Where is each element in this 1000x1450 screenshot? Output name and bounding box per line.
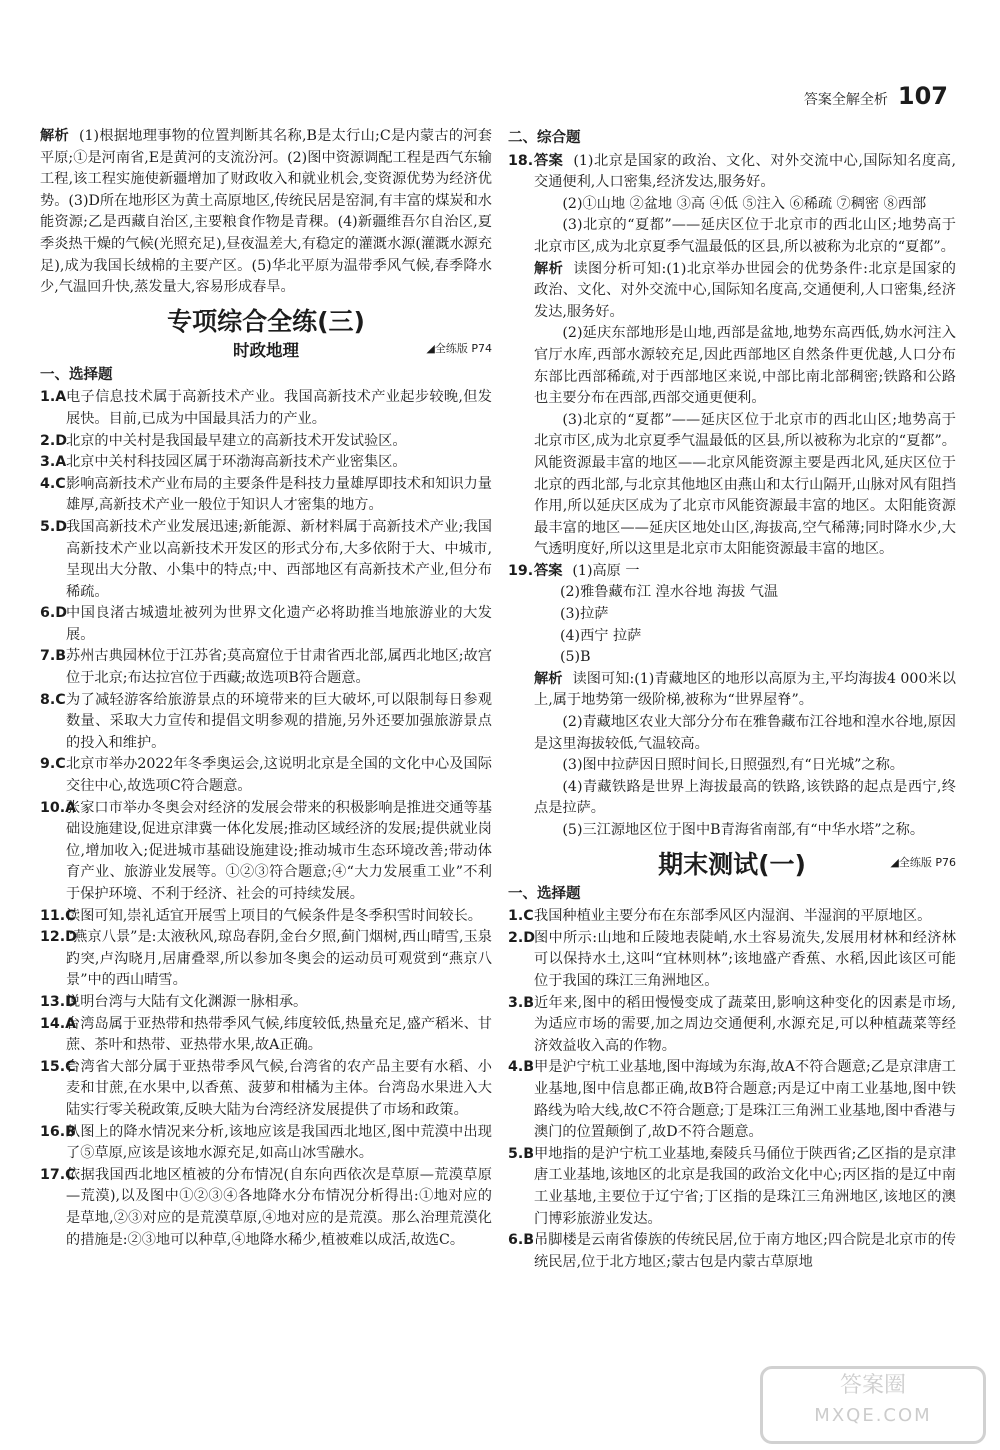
answer-line: (4)西宁 拉萨 — [560, 627, 642, 644]
answer-item — [40, 387, 492, 430]
item-text: 北京市举办2022年冬季奥运会,这说明北京是全国的文化中心及国际交往中心,故选项C符合题意。 — [66, 756, 492, 795]
item-number: 15.C — [40, 1058, 76, 1075]
answer-line: (3)拉萨 — [560, 606, 609, 623]
answer-item — [508, 1230, 956, 1273]
answer-label: 答案 — [534, 562, 563, 579]
item-text: 电子信息技术属于高新技术产业。我国高新技术产业起步较晚,但发展快。目前,已成为中国最具活力的产业。 — [66, 389, 492, 427]
exam-title-row — [508, 848, 956, 882]
item-number: 3.B — [508, 994, 535, 1011]
item-text: 依据我国西北地区植被的分布情况(自东向西依次是草原—荒漠草原—荒漠),以及图中①②③④各地降水分布情况分析得出:①地对应的是草地,②③对应的是荒漠草原,④地对应的是荒漠。那么治理荒漠化的措施是:②③地可以种草,④地降水稀少,植被难以成活,故选C。 — [66, 1166, 492, 1248]
answer-item — [40, 431, 492, 453]
item-number: 1.C — [508, 908, 534, 925]
part-heading: 一、选择题 — [508, 885, 581, 902]
answer-item — [40, 1165, 492, 1251]
explain-line: (4)青藏铁路是世界上海拔最高的铁路,该铁路的起点是西宁,终点是拉萨。 — [534, 778, 956, 817]
item-text: 苏州古典园林位于江苏省;莫高窟位于甘肃省西北部,属西北地区;故宫位于北京;布达拉宫位于西藏;故选项B符合题意。 — [66, 648, 492, 687]
explain-line: (2)青藏地区农业大部分分布在雅鲁藏布江谷地和湟水谷地,原因是这里海拔较低,气温较高。 — [534, 714, 956, 752]
item-number: 14.A — [40, 1015, 77, 1032]
answer-item — [40, 1014, 492, 1057]
answer-item — [508, 906, 956, 928]
question-number: 19. — [508, 562, 534, 579]
question-18: 18. 答案 (1)北京是国家的政治、文化、对外交流中心,国际知名度高,交通便利,人口密集,经济发达,服务好。 (2)①山地 ②盆地 ③高 ④低 ⑤注入 ⑥稀疏 ⑦稠密 ⑧西部 (3)北京的“夏都”——延庆区位于北京市的西北山区;地势高于北京市区,成为北京夏季气温最低的区县,所以被称为北京的“夏都”。 解析 读图分析可知:(1)北京举办世园会的优势条件:北京是国家的政治、文化、对外交流中心,国际知名度高,交通便利,人口密集,经济发达,服务好。 (2)延庆东部地形是山地,西部是盆地,地势东高西低,妫水河注入官厅水库,西部水源较充足,因此西部地区自然条件更优越,人口分布东部比西部稀疏,对于西部地区来说,中部比南北部稠密;铁路和公路也主要分布在西部,西部交通更便利。 (3)北京的“夏都”——延庆区位于北京市的西北山区;地势高于北京市区,成为北京夏季气温最低的区县,所以被称为北京的“夏都”。风能资源最丰富的地区——北京风能资源主要是西北风,延庆区位于北京的西北部,与北京其他地区由燕山和太行山隔开,山脉对风有阻挡作用,所以延庆区成为了北京市风能资源最丰富的地区。太阳能资源最丰富的地区——延庆区地处山区,海拔高,空气稀薄;同时降水少,大气透明度好,所以这里是北京市太阳能资源最丰富的地区。 — [508, 151, 956, 561]
right-column — [508, 126, 956, 1273]
intro-label: 解析 — [40, 128, 69, 144]
item-text: 吊脚楼是云南省傣族的传统民居,位于南方地区;四合院是北京市的传统民居,位于北方地区;蒙古包是内蒙古草原地 — [534, 1232, 956, 1270]
answer-line: (5)B — [560, 649, 591, 666]
answer-item — [40, 474, 492, 517]
item-number: 10.A — [40, 799, 77, 816]
item-text: 台湾省大部分属于亚热带季风气候,台湾省的农产品主要有水稻、小麦和甘蔗,在水果中,以香蕉、菠萝和柑橘为主体。台湾岛水果进入大陆实行零关税政策,反映大陆为台湾经济发展提供了市场和政策。 — [66, 1058, 492, 1118]
answer-item — [40, 603, 492, 646]
item-number: 12.D — [40, 929, 77, 946]
item-number: 11.C — [40, 907, 76, 924]
item-number: 7.B — [40, 648, 67, 665]
item-text: 张家口市举办冬奥会对经济的发展会带来的积极影响是推进交通等基础设施建设,促进京津冀一体化发展;推动区域经济的发展;提供就业岗位,增加收入;促进城市基础设施建设;推动城市生态环境改善;带动体育产业、旅游业发展等。①②③符合题意;④“大力发展重工业”不利于保护环境、不利于经济、社会的可持续发展。 — [66, 799, 492, 902]
answer-list — [40, 387, 492, 1251]
section-ref: ◢全练版 P74 — [426, 341, 492, 355]
question-19: 19. 答案 (1)高原 一 (2)雅鲁藏布江 湟水谷地 海拔 气温 (3)拉萨 (4)西宁 拉萨 (5)B 解析 读图可知:(1)青藏地区的地形以高原为主,平均海拔4 000米以上,属于地势第一级阶梯,被称为“世界屋脊”。 (2)青藏地区农业大部分分布在雅鲁藏布江谷地和湟水谷地,原因是这里海拔较低,气温较高。 (3)图中拉萨因日照时间长,日照强烈,有“日光城”之称。 (4)青藏铁路是世界上海拔最高的铁路,该铁路的起点是西宁,终点是拉萨。 (5)三江源地区位于图中B青海省南部,有“中华水塔”之称。 — [508, 561, 956, 842]
item-text: “燕京八景”是:太液秋风,琼岛春阴,金台夕照,蓟门烟树,西山晴雪,玉泉趵突,卢沟晓月,居庸叠翠,所以参加冬奥会的运动员可观赏到“燕京八景”中的西山晴雪。 — [66, 929, 492, 989]
answer-item — [508, 1057, 956, 1143]
answer-line: (2)①山地 ②盆地 ③高 ④低 ⑤注入 ⑥稀疏 ⑦稠密 ⑧西部 — [562, 195, 927, 212]
item-text: 近年来,图中的稻田慢慢变成了蔬菜田,影响这种变化的因素是市场,为适应市场的需要,加之周边交通便利,水源充足,可以种植蔬菜等经济效益收入高的作物。 — [534, 994, 956, 1054]
explain-label: 解析 — [534, 260, 564, 277]
intro-paragraph: 解析 (1)根据地理事物的位置判断其名称,B是太行山;C是内蒙古的河套平原;①是河南省,E是黄河的支流汾河。(2)图中资源调配工程是西气东输工程,该工程实施使新疆增加了财政收入和就业机会,变资源优势为经济优势。(3)D所在地形区为黄土高原地区,传统民居是窑洞,有丰富的煤炭和水能资源;乙是西藏自治区,主要粮食作物是青稞。(4)新疆维吾尔自治区,夏季炎热干燥的气候(光照充足),昼夜温差大,有稳定的灌溉水源(灌溉水源充足),成为我国长绒棉的主要产区。(5)华北平原为温带季风气候,春季降水少,气温回升快,蒸发量大,容易形成春旱。 — [40, 128, 492, 296]
question-number: 18. — [508, 152, 534, 169]
item-number: 8.C — [40, 691, 66, 708]
item-text: 甲是沪宁杭工业基地,图中海域为东海,故A不符合题意;乙是京津唐工业基地,图中信息都正确,故B符合题意;丙是辽中南工业基地,图中铁路线为哈大线,故C不符合题意;丁是珠江三角洲工业基地,图中香港与澳门的位置颠倒了,故D不符合题意。 — [534, 1059, 956, 1141]
answer-item — [40, 906, 492, 928]
explain-label: 解析 — [534, 670, 563, 687]
explain-line: (3)图中拉萨因日照时间长,日照强烈,有“日光城”之称。 — [562, 757, 904, 774]
part-heading: 二、综合题 — [508, 130, 581, 146]
item-text: 台湾岛属于亚热带和热带季风气候,纬度较低,热量充足,盛产稻米、甘蔗、茶叶和热带、亚热带水果,故A正确。 — [66, 1015, 492, 1054]
section-title: 专项综合全练(三) — [167, 306, 365, 336]
left-column — [40, 126, 492, 1251]
answer-item — [40, 452, 492, 474]
answer-item — [40, 517, 492, 603]
item-text: 我国高新技术产业发展迅速;新能源、新材料属于高新技术产业;我国高新技术产业以高新技术开发区的形式分布,大多依附于大、中城市,呈现出大分散、小集中的特点;中、西部地区有高新技术产业,但分布稀疏。 — [66, 518, 492, 600]
answer-item — [508, 1144, 956, 1230]
item-number: 16.B — [40, 1123, 76, 1140]
page-number: 107 — [897, 82, 948, 110]
page-header — [803, 82, 948, 112]
site-watermark — [760, 1366, 986, 1444]
answer-item — [508, 993, 956, 1058]
answer-item — [40, 1122, 492, 1165]
item-text: 影响高新技术产业布局的主要条件是科技力量雄厚即技术和知识力量雄厚,高新技术产业一般位于知识人才密集的地方。 — [66, 475, 492, 514]
item-number: 6.B — [508, 1232, 535, 1249]
item-number: 2.D — [508, 929, 536, 946]
item-number: 17.C — [40, 1166, 76, 1183]
item-number: 3.A — [40, 454, 67, 471]
answer-label: 答案 — [534, 152, 564, 169]
item-text: 北京中关村科技园区属于环渤海高新技术产业密集区。 — [66, 454, 407, 471]
item-number: 5.D — [40, 518, 68, 535]
answer-item — [40, 1057, 492, 1122]
answer-item — [40, 690, 492, 755]
item-number: 13.D — [40, 993, 77, 1010]
item-text: 图中所示:山地和丘陵地表陡峭,水土容易流失,发展用材林和经济林可以保持水土,这叫“宜林则林”;该地盛产香蕉、水稻,因此该区可能位于我国的珠江三角洲地区。 — [534, 929, 956, 989]
answer-line: (2)雅鲁藏布江 湟水谷地 海拔 气温 — [560, 584, 779, 601]
answer-item — [40, 754, 492, 797]
item-text: 读图可知,崇礼适宜开展雪上项目的气候条件是冬季积雪时间较长。 — [66, 907, 482, 924]
explain-line: (5)三江源地区位于图中B青海省南部,有“中华水塔”之称。 — [562, 822, 925, 838]
item-number: 4.C — [40, 475, 66, 492]
item-text: 说明台湾与大陆有文化渊源一脉相承。 — [66, 993, 308, 1010]
answer-item — [40, 798, 492, 906]
exam-title: 期末测试(一) — [658, 849, 806, 879]
item-text: 甲地指的是沪宁杭工业基地,秦陵兵马俑位于陕西省;乙区指的是京津唐工业基地,该地区的北京是我国的政治文化中心;丙区指的是辽中南工业基地,主要位于辽宁省;丁区指的是珠江三角洲地区,该地区的澳门博彩旅游业发达。 — [534, 1145, 956, 1227]
item-number: 1.A — [40, 389, 67, 406]
answer-item — [508, 928, 956, 993]
explain-line: (2)延庆东部地形是山地,西部是盆地,地势东高西低,妫水河注入官厅水库,西部水源较充足,因此西部地区自然条件更优越,人口分布东部比西部稀疏,对于西部地区来说,中部比南北部稠密;铁路和公路也主要分布在西部,西部交通更便利。 — [534, 325, 956, 407]
item-number: 6.D — [40, 605, 68, 622]
item-text: 北京的中关村是我国最早建立的高新技术开发试验区。 — [66, 432, 407, 449]
item-text: 为了减轻游客给旅游景点的环境带来的巨大破坏,可以限制每日参观数量、采取大力宣传和提倡文明参观的措施,另外还要加强旅游景点的投入和维护。 — [66, 691, 492, 751]
item-number: 4.B — [508, 1059, 535, 1076]
item-number: 5.B — [508, 1145, 535, 1162]
item-number: 2.D — [40, 432, 68, 449]
answer-item — [40, 927, 492, 992]
answer-item — [40, 992, 492, 1014]
part-heading: 一、选择题 — [40, 366, 113, 383]
item-text: 中国良渚古城遗址被列为世界文化遗产必将助推当地旅游业的大发展。 — [66, 605, 492, 643]
item-text: 从图上的降水情况来分析,该地应该是我国西北地区,图中荒漠中出现了⑤草原,应该是该地水源充足,如高山冰雪融水。 — [66, 1123, 492, 1162]
section-subtitle: 时政地理 — [233, 340, 299, 360]
explain-line: (3)北京的“夏都”——延庆区位于北京市的西北山区;地势高于北京市区,成为北京夏季气温最低的区县,所以被称为北京的“夏都”。风能资源最丰富的地区——北京风能资源主要是西北风,延庆区位于北京的西北部,与北京其他地区由燕山和太行山隔开,山脉对风有阻挡作用,所以延庆区成为了北京市风能资源最丰富的地区。太阳能资源最丰富的地区——延庆区地处山区,海拔高,空气稀薄;同时降水少,大气透明度好,所以这里是北京市太阳能资源最丰富的地区。 — [534, 411, 956, 558]
answer-line: (3)北京的“夏都”——延庆区位于北京市的西北山区;地势高于北京市区,成为北京夏季气温最低的区县,所以被称为北京的“夏都”。 — [534, 217, 956, 255]
answer-list — [508, 906, 956, 1273]
watermark-text: 答案圈 — [839, 1373, 906, 1398]
section-subtitle-row — [40, 339, 492, 363]
watermark-url: MXQE.COM — [814, 1405, 932, 1426]
item-number: 9.C — [40, 756, 66, 773]
answer-item — [40, 646, 492, 689]
exam-ref: ◢全练版 P76 — [890, 855, 956, 869]
item-text: 我国种植业主要分布在东部季风区内湿润、半湿润的平原地区。 — [534, 908, 932, 925]
header-title: 答案全解全析 — [803, 92, 888, 108]
